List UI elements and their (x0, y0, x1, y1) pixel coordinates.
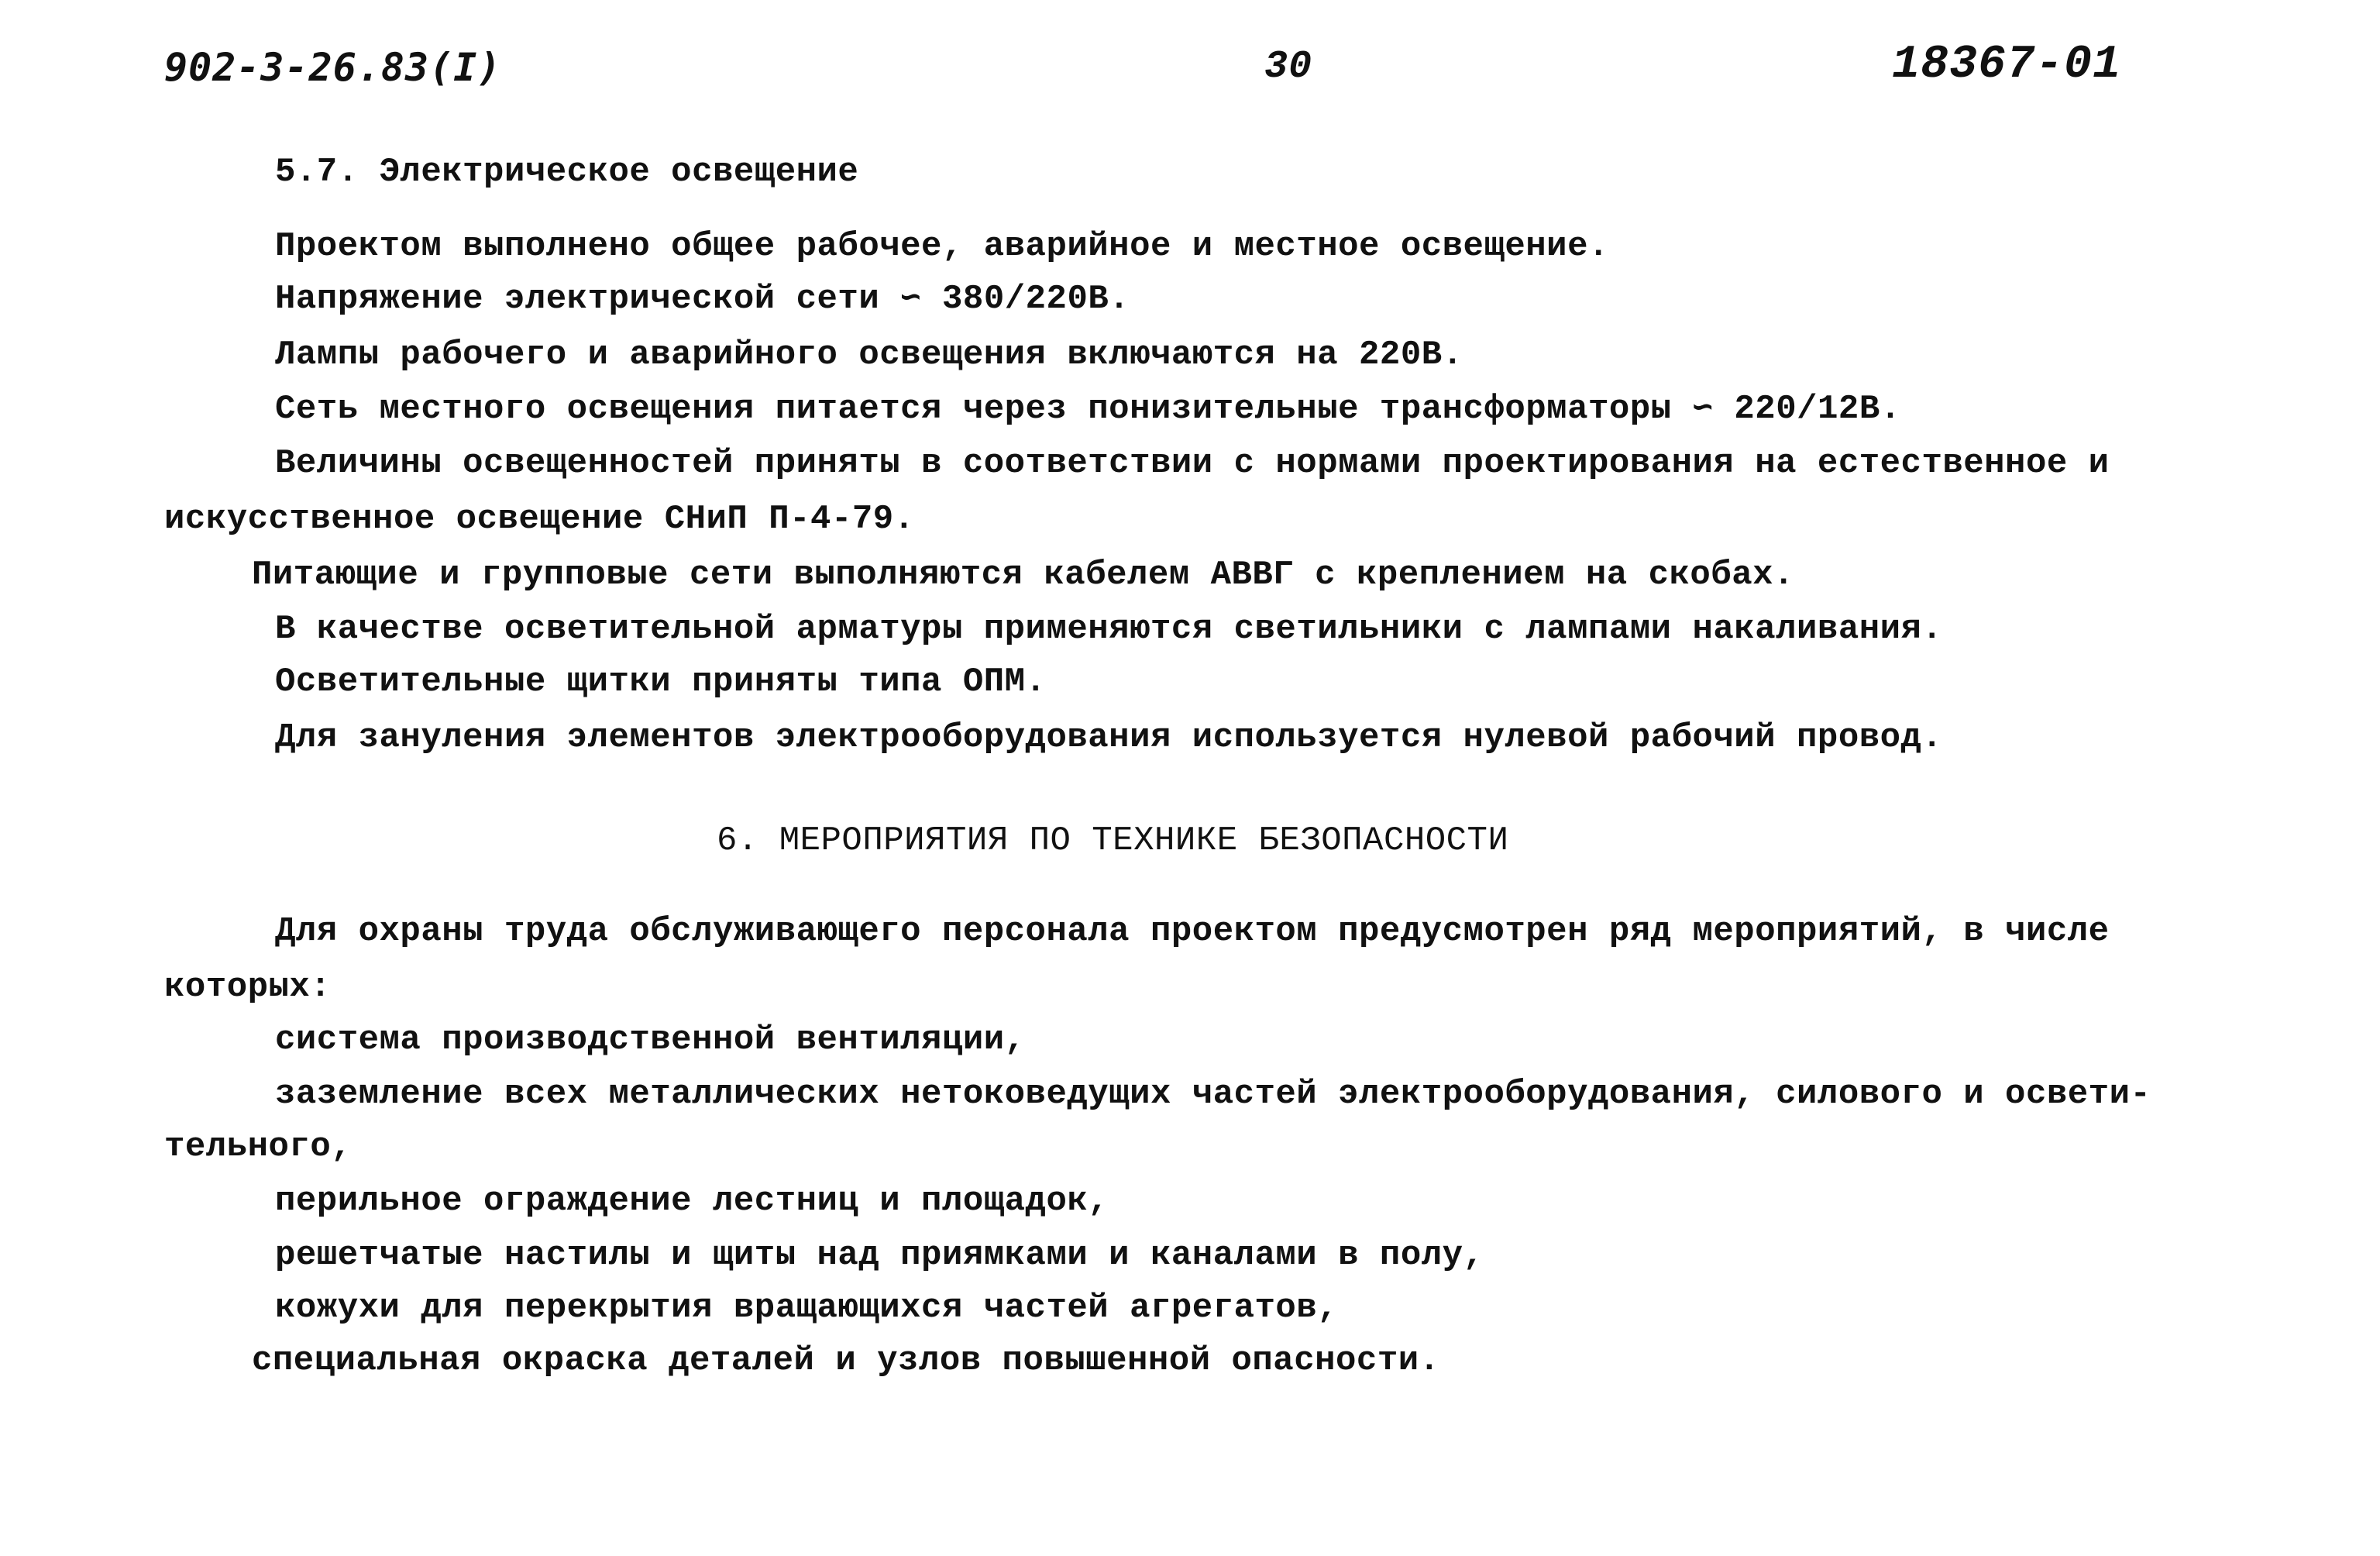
list-item: специальная окраска деталей и узлов повышенной опасности. (252, 1341, 1440, 1380)
list-item: кожухи для перекрытия вращающихся частей агрегатов, (275, 1289, 1339, 1327)
paragraph-line: Для охраны труда обслуживающего персонала проектом предусмотрен ряд мероприятий, в числе (275, 912, 2110, 951)
page-number: 30 (1264, 45, 1313, 89)
paragraph-line: Сеть местного освещения питается через понизительные трансформаторы ∽ 220/12В. (275, 390, 1901, 429)
paragraph-line: В качестве осветительной арматуры применяются светильники с лампами накаливания. (275, 610, 1943, 649)
section-5-7-title: 5.7. Электрическое освещение (275, 153, 859, 191)
list-item: тельного, (164, 1127, 353, 1166)
paragraph-line: Величины освещенностей приняты в соответствии с нормами проектирования на естественное и (275, 444, 2110, 483)
paragraph-line: Питающие и групповые сети выполняются кабелем АВВГ с креплением на скобах. (252, 556, 1794, 594)
paragraph-line: Напряжение электрической сети ∽ 380/220В. (275, 280, 1130, 318)
list-item: решетчатые настилы и щиты над приямками и каналами в полу, (275, 1236, 1484, 1275)
paragraph-line: Проектом выполнено общее рабочее, аварийное и местное освещение. (275, 227, 1609, 266)
paragraph-line: Для зануления элементов электрооборудования используется нулевой рабочий провод. (275, 718, 1943, 757)
section-6-title: 6. МЕРОПРИЯТИЯ ПО ТЕХНИКЕ БЕЗОПАСНОСТИ (717, 821, 1509, 860)
paragraph-line: Лампы рабочего и аварийного освещения включаются на 220В. (275, 336, 1463, 374)
document-number: 18367-01 (1892, 39, 2122, 91)
list-item: заземление всех металлических нетоковедущих частей электрооборудования, силового и освети- (275, 1075, 2151, 1114)
list-item: система производственной вентиляции, (275, 1021, 1026, 1059)
paragraph-line: которых: (164, 968, 332, 1007)
paragraph-line: искусственное освещение СНиП П-4-79. (164, 500, 915, 539)
document-code: 902-3-26.83(I) (164, 45, 502, 90)
list-item: перильное ограждение лестниц и площадок, (275, 1182, 1109, 1220)
paragraph-line: Осветительные щитки приняты типа ОПМ. (275, 663, 1047, 701)
